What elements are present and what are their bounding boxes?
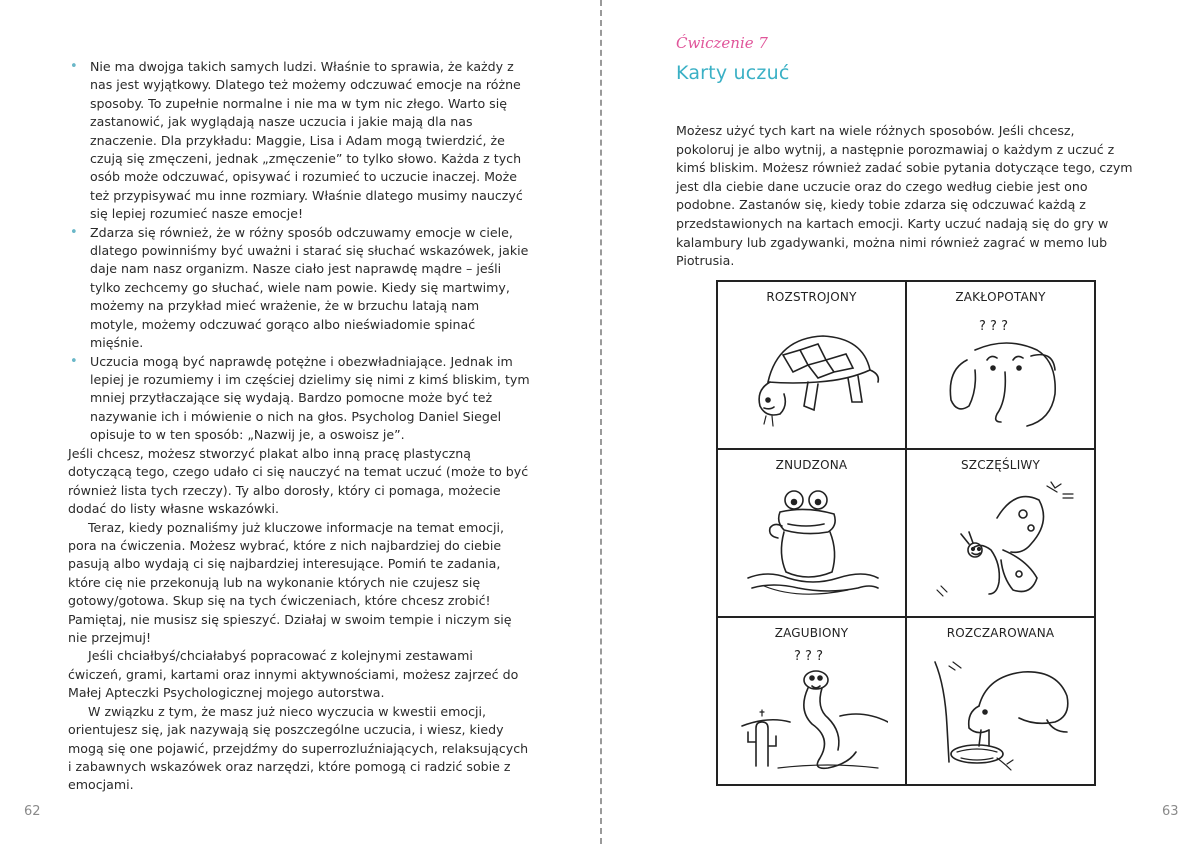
- card-label: ROZCZAROWANA: [946, 626, 1055, 640]
- card-label: ZAKŁOPOTANY: [955, 290, 1046, 304]
- emotion-cards-grid: [716, 280, 1096, 786]
- body-text: [68, 445, 530, 795]
- exercise-title: Karty uczuć: [676, 62, 790, 84]
- emotion-card: [717, 449, 906, 617]
- intro-paragraph: Możesz użyć tych kart na wiele różnych sposobów. Jeśli chcesz, pokoloruj je albo wytnij, a następnie porozmawiaj o każdym z uczuć z kimś bliskim. Możesz również zadać sobie pytania dotyczące tego, czym jest dla ciebie dane uczucie oraz do czego według ciebie jest ono podobne. Zastanów się, kiedy tobie zdarza się odczuwać każdą z przedstawionych na kartach emocji. Karty uczuć nadają się do gry w kalambury lub zgadywanki, można nimi również zagrać w memo lub Piotrusia.: [676, 123, 1133, 269]
- emotion-card: [717, 281, 906, 449]
- bullet-list: [70, 58, 530, 445]
- page-number-left: 62: [24, 804, 41, 819]
- paragraph: W związku z tym, że masz już nieco wyczucia w kwestii emocji, orientujesz się, jak nazywają się poszczególne uczucia, i wiesz, kiedy mogą się one pojawić, przejdźmy do superrozluźniających, relaksujących i zabawnych wskazówek oraz narzędzi, które pomogą ci radzić sobie z emocjami.: [68, 703, 529, 793]
- happy-butterfly-icon: [927, 478, 1077, 610]
- confused-elephant-icon: [927, 310, 1077, 442]
- bullet-item: • Uczucia mogą być naprawdę potężne i obezwładniające. Jednak im lepiej je rozumiemy i im częściej dzielimy się nimi z kimś bliskim, tym mniej przytłaczające się wydają. Bardzo pomocne może być też nazywanie ich i mówienie o nich na głos. Psycholog Daniel Siegel opisuje to w ten sposób: „Nazwij je, a oswoisz je”.: [70, 353, 530, 445]
- bullet-item: • Zdarza się również, że w różny sposób odczuwamy emocje w ciele, dlatego powinniśmy być uważni i starać się słuchać wskazówek, jakie daje nam nasz organizm. Nasze ciało jest naprawdę mądre – jeśli tylko zechcemy go słuchać, wiele nam powie. Kiedy się martwimy, możemy na przykład mieć wrażenie, że w brzuchu latają nam motyle, możemy odczuwać gorąco albo nieświadomie spinać mięśnie.: [70, 224, 530, 353]
- exercise-label: Ćwiczenie 7: [676, 34, 768, 52]
- card-label: SZCZĘŚLIWY: [960, 458, 1041, 472]
- right-page: [602, 0, 1200, 844]
- bored-frog-icon: [738, 478, 888, 610]
- svg-text:? ? ?: ? ? ?: [979, 319, 1008, 334]
- disappointed-walrus-icon: [927, 646, 1077, 778]
- card-label: ZAGUBIONY: [774, 626, 849, 640]
- emotion-card: [906, 281, 1095, 449]
- svg-text:? ? ?: ? ? ?: [794, 649, 823, 664]
- lost-snake-icon: [738, 646, 888, 778]
- paragraph: Teraz, kiedy poznaliśmy już kluczowe informacje na temat emocji, pora na ćwiczenia. Możesz wybrać, które z nich najbardziej do ciebie pasują albo wydają ci się najbardziej interesujące. Pomiń te zadania, które cię nie przekonują lub na wykonanie których nie czujesz się gotowy/gotowa. Skup się na tych ćwiczeniach, które chcesz zrobić! Pamiętaj, nie musisz się spieszyć. Działaj w swoim tempie i niczym się nie przejmuj!: [68, 519, 512, 646]
- paragraph: Jeśli chciałbyś/chciałabyś popracować z kolejnymi zestawami ćwiczeń, grami, kartami oraz innymi aktywnościami, możesz zajrzeć do Małej Apteczki Psychologicznej mojego autorstwa.: [68, 648, 519, 701]
- paragraph: Jeśli chcesz, możesz stworzyć plakat albo inną pracę plastyczną dotyczącą tego, czego udało ci się nauczyć na temat uczuć (może to być również lista tych rzeczy). Ty albo dorosły, który ci pomaga, możecie dodać do listy własne wskazówki.: [68, 446, 529, 517]
- emotion-card: [906, 449, 1095, 617]
- emotion-card: [906, 617, 1095, 785]
- bullet-item: • Nie ma dwojga takich samych ludzi. Właśnie to sprawia, że każdy z nas jest wyjątkowy. Dlatego też możemy odczuwać emocje na różne sposoby. To zupełnie normalne i nie ma w tym nic złego. Warto się zastanowić, jak wyglądają nasze uczucia i jakie mają dla nas znaczenie. Dla przykładu: Maggie, Lisa i Adam mogą twierdzić, że czują się zmęczeni, jednak „zmęczenie” to tylko słowo. Każda z tych osób może odczuwać, opisywać i rozumieć to uczucie inaczej. Może też przypisywać mu inne rozmiary. Właśnie dlatego musimy nauczyć się lepiej rozumieć nasze emocje!: [70, 58, 530, 224]
- page-number-right: 63: [1162, 804, 1179, 819]
- card-label: ZNUDZONA: [775, 458, 848, 472]
- emotion-card: [717, 617, 906, 785]
- card-label: ROZSTROJONY: [766, 290, 857, 304]
- sad-turtle-icon: [738, 310, 888, 442]
